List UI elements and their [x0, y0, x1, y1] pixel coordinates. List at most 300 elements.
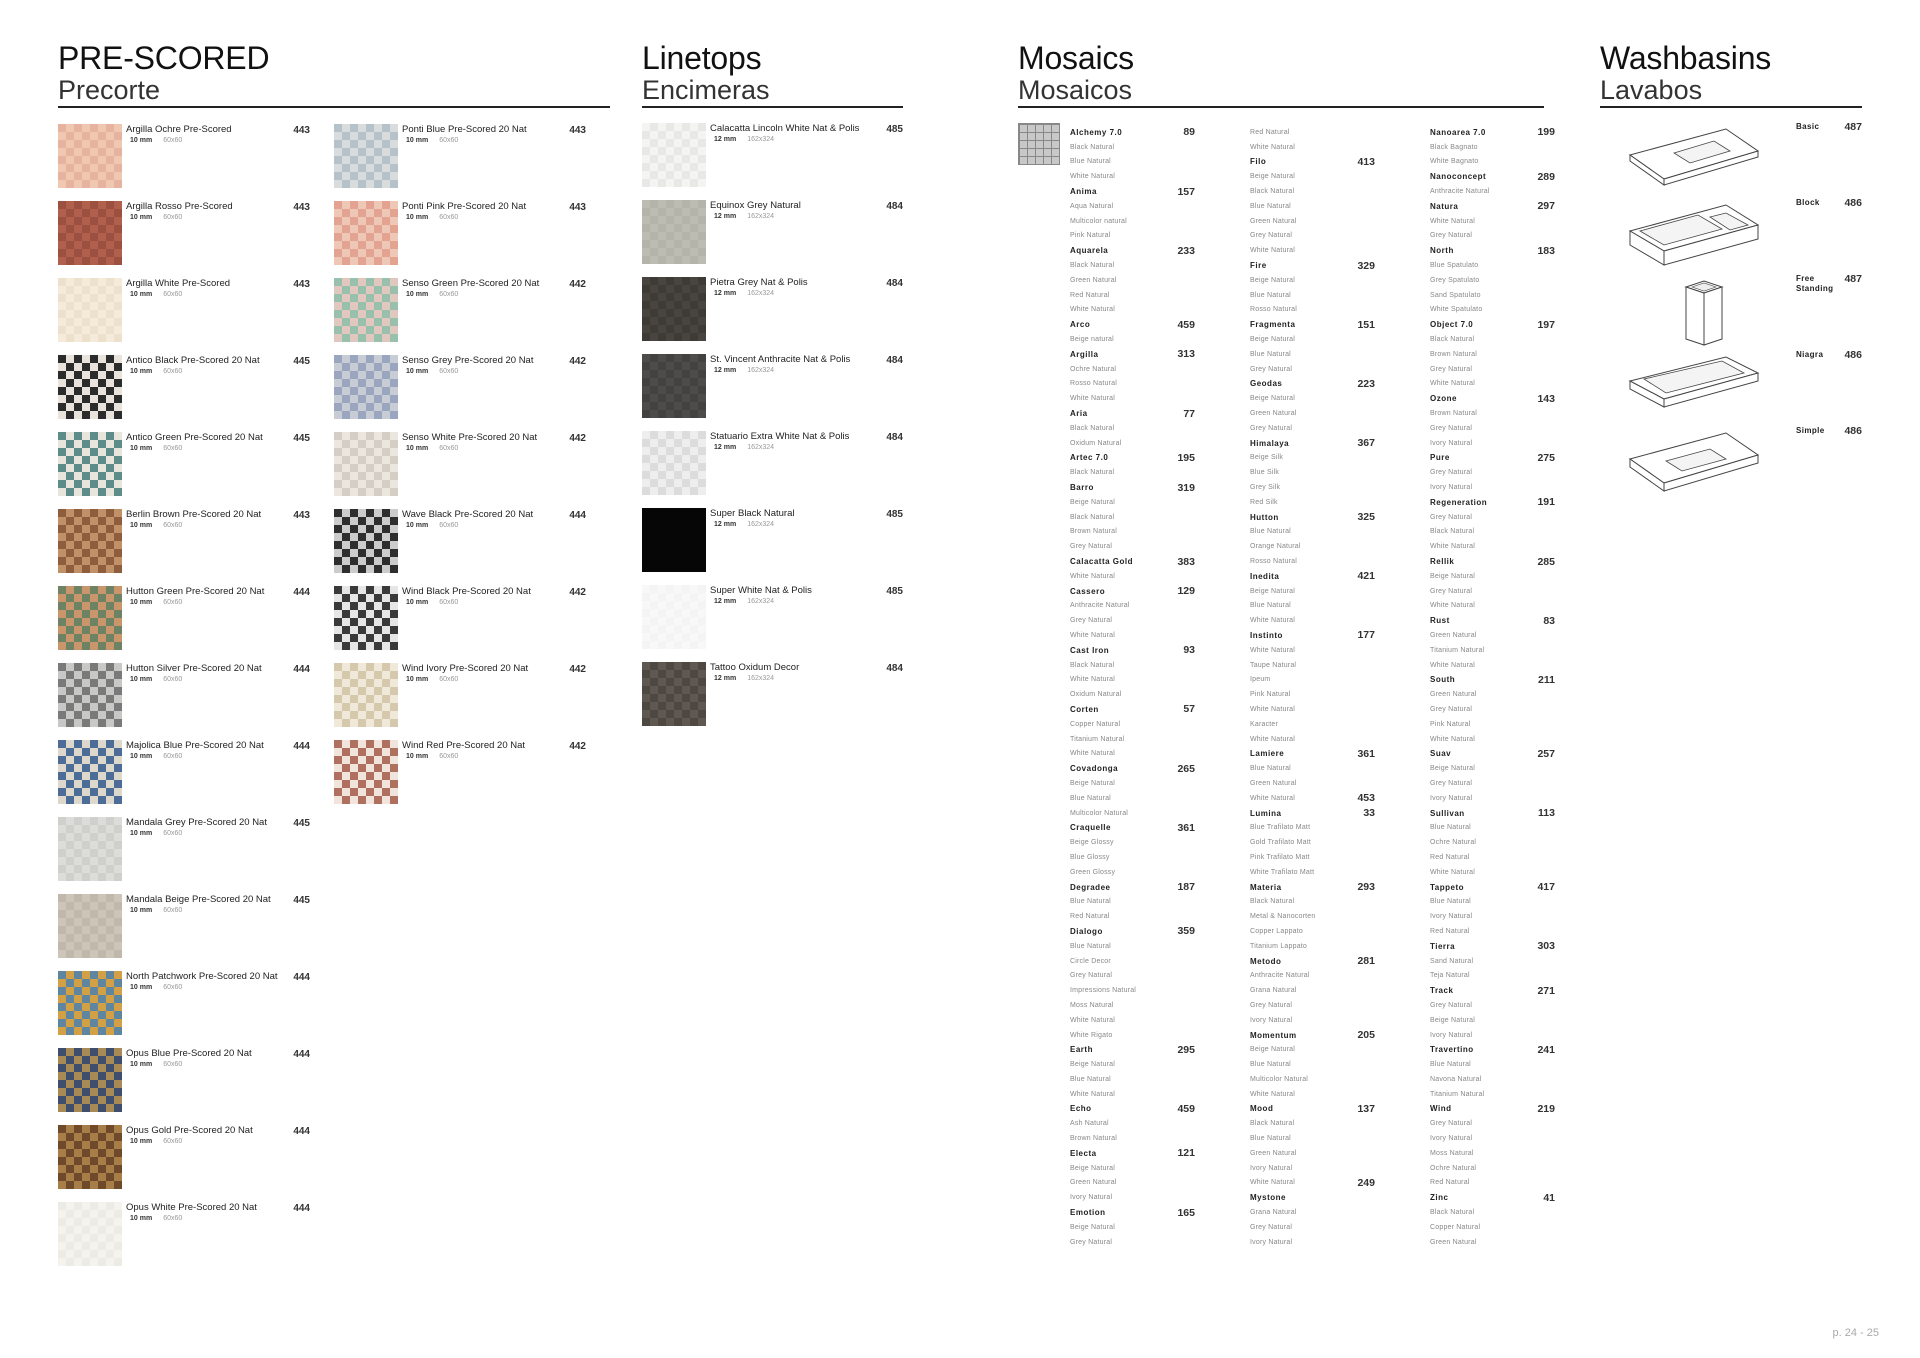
washbasin-item[interactable] [1600, 123, 1862, 199]
mosaic-variant[interactable] [1250, 1013, 1375, 1028]
mosaic-variant[interactable] [1070, 954, 1195, 969]
mosaic-variant[interactable] [1250, 125, 1375, 140]
mosaic-series[interactable] [1250, 377, 1375, 392]
mosaic-variant[interactable] [1070, 1013, 1195, 1028]
tile-thumbnail[interactable] [58, 432, 122, 496]
product-item[interactable] [58, 817, 322, 893]
mosaic-variant[interactable] [1250, 968, 1375, 983]
mosaic-variant[interactable] [1430, 525, 1555, 540]
washbasin-drawing[interactable] [1626, 279, 1766, 354]
mosaic-variant[interactable] [1070, 303, 1195, 318]
mosaic-variant[interactable] [1070, 791, 1195, 806]
mosaic-variant[interactable] [1250, 924, 1375, 939]
mosaic-variant[interactable] [1070, 495, 1195, 510]
mosaic-variant[interactable] [1070, 894, 1195, 909]
product-item[interactable] [334, 201, 598, 277]
mosaic-series[interactable] [1070, 1042, 1195, 1057]
product-item[interactable] [334, 278, 598, 354]
mosaic-variant[interactable] [1250, 1220, 1375, 1235]
mosaic-series[interactable] [1430, 199, 1555, 214]
mosaic-variant[interactable] [1070, 865, 1195, 880]
mosaic-variant[interactable] [1250, 761, 1375, 776]
product-item[interactable] [334, 432, 598, 508]
product-item[interactable] [334, 663, 598, 739]
mosaic-variant[interactable] [1070, 1235, 1195, 1250]
mosaic-variant[interactable] [1070, 658, 1195, 673]
mosaic-series[interactable] [1250, 806, 1375, 821]
mosaic-variant[interactable] [1250, 140, 1375, 155]
product-item[interactable] [58, 663, 322, 739]
mosaic-series[interactable] [1250, 510, 1375, 525]
mosaic-variant[interactable] [1250, 584, 1375, 599]
mosaic-variant[interactable] [1430, 1176, 1555, 1191]
mosaic-variant[interactable] [1430, 347, 1555, 362]
mosaic-variant[interactable] [1250, 229, 1375, 244]
tile-thumbnail[interactable] [58, 355, 122, 419]
mosaic-series[interactable] [1430, 1042, 1555, 1057]
mosaic-variant[interactable] [1250, 1161, 1375, 1176]
product-item[interactable] [58, 740, 322, 816]
mosaic-variant[interactable] [1070, 229, 1195, 244]
mosaic-variant[interactable] [1070, 1161, 1195, 1176]
tile-thumbnail[interactable] [642, 508, 706, 572]
mosaic-variant[interactable] [1430, 687, 1555, 702]
mosaic-variant[interactable] [1250, 480, 1375, 495]
mosaic-variant[interactable] [1430, 1028, 1555, 1043]
mosaic-variant[interactable] [1250, 406, 1375, 421]
mosaic-variant[interactable] [1070, 628, 1195, 643]
mosaic-variant[interactable] [1250, 199, 1375, 214]
mosaic-variant[interactable] [1070, 391, 1195, 406]
product-item[interactable] [642, 585, 903, 661]
mosaic-variant[interactable] [1250, 347, 1375, 362]
mosaic-variant[interactable] [1250, 909, 1375, 924]
washbasin-item[interactable] [1600, 351, 1862, 427]
product-item[interactable] [58, 1202, 322, 1278]
mosaic-variant[interactable] [1430, 732, 1555, 747]
mosaic-variant[interactable] [1070, 1131, 1195, 1146]
product-item[interactable] [58, 1048, 322, 1124]
mosaic-series[interactable] [1430, 1190, 1555, 1205]
mosaic-variant[interactable] [1430, 436, 1555, 451]
mosaic-series[interactable] [1070, 317, 1195, 332]
mosaic-variant[interactable] [1070, 273, 1195, 288]
mosaic-variant[interactable] [1250, 554, 1375, 569]
mosaic-variant[interactable] [1250, 288, 1375, 303]
tile-thumbnail[interactable] [642, 200, 706, 264]
mosaic-series[interactable] [1070, 820, 1195, 835]
tile-thumbnail[interactable] [642, 354, 706, 418]
mosaic-variant[interactable] [1430, 776, 1555, 791]
product-item[interactable] [58, 201, 322, 277]
mosaic-variant[interactable] [1430, 761, 1555, 776]
mosaic-variant[interactable] [1250, 687, 1375, 702]
tile-thumbnail[interactable] [334, 124, 398, 188]
mosaic-variant[interactable] [1070, 717, 1195, 732]
mosaic-series[interactable] [1250, 880, 1375, 895]
mosaic-variant[interactable] [1070, 806, 1195, 821]
mosaic-variant[interactable] [1430, 850, 1555, 865]
mosaic-variant[interactable] [1250, 1205, 1375, 1220]
product-item[interactable] [58, 124, 322, 200]
mosaic-variant[interactable] [1250, 1072, 1375, 1087]
mosaic-series[interactable] [1430, 495, 1555, 510]
washbasin-item[interactable] [1600, 199, 1862, 275]
mosaic-variant[interactable] [1070, 510, 1195, 525]
mosaic-variant[interactable] [1430, 1146, 1555, 1161]
mosaic-variant[interactable] [1430, 258, 1555, 273]
mosaic-variant[interactable] [1070, 835, 1195, 850]
mosaic-variant[interactable] [1250, 865, 1375, 880]
mosaic-variant[interactable] [1430, 569, 1555, 584]
mosaic-series[interactable] [1250, 569, 1375, 584]
mosaic-variant[interactable] [1430, 658, 1555, 673]
mosaic-variant[interactable] [1250, 1176, 1375, 1191]
mosaic-variant[interactable] [1430, 377, 1555, 392]
mosaic-variant[interactable] [1070, 998, 1195, 1013]
mosaic-series[interactable] [1250, 628, 1375, 643]
mosaic-variant[interactable] [1250, 1042, 1375, 1057]
tile-thumbnail[interactable] [334, 201, 398, 265]
mosaic-variant[interactable] [1250, 983, 1375, 998]
mosaic-variant[interactable] [1070, 968, 1195, 983]
washbasin-drawing[interactable] [1626, 431, 1766, 506]
mosaic-series[interactable] [1430, 1102, 1555, 1117]
product-item[interactable] [58, 894, 322, 970]
mosaic-variant[interactable] [1070, 732, 1195, 747]
mosaic-variant[interactable] [1070, 850, 1195, 865]
mosaic-variant[interactable] [1070, 983, 1195, 998]
mosaic-variant[interactable] [1430, 155, 1555, 170]
mosaic-series[interactable] [1070, 924, 1195, 939]
product-item[interactable] [334, 740, 598, 816]
washbasin-drawing[interactable] [1626, 127, 1766, 202]
mosaic-series[interactable] [1250, 155, 1375, 170]
mosaic-variant[interactable] [1430, 909, 1555, 924]
mosaic-variant[interactable] [1070, 362, 1195, 377]
mosaic-series[interactable] [1250, 746, 1375, 761]
product-item[interactable] [642, 354, 903, 430]
tile-thumbnail[interactable] [642, 431, 706, 495]
mosaic-variant[interactable] [1070, 687, 1195, 702]
tile-thumbnail[interactable] [58, 509, 122, 573]
mosaic-series[interactable] [1250, 1190, 1375, 1205]
product-item[interactable] [58, 432, 322, 508]
tile-thumbnail[interactable] [58, 278, 122, 342]
mosaic-variant[interactable] [1430, 1057, 1555, 1072]
mosaic-series[interactable] [1250, 1102, 1375, 1117]
mosaic-variant[interactable] [1430, 835, 1555, 850]
mosaic-variant[interactable] [1250, 776, 1375, 791]
mosaic-variant[interactable] [1070, 599, 1195, 614]
mosaic-variant[interactable] [1070, 155, 1195, 170]
mosaic-variant[interactable] [1430, 184, 1555, 199]
mosaic-variant[interactable] [1250, 835, 1375, 850]
mosaic-variant[interactable] [1070, 436, 1195, 451]
mosaic-series[interactable] [1070, 702, 1195, 717]
mosaic-series[interactable] [1430, 169, 1555, 184]
washbasin-drawing[interactable] [1626, 203, 1766, 278]
mosaic-variant[interactable] [1430, 1235, 1555, 1250]
mosaic-variant[interactable] [1250, 391, 1375, 406]
mosaic-series[interactable] [1430, 806, 1555, 821]
mosaic-variant[interactable] [1250, 169, 1375, 184]
mosaic-variant[interactable] [1430, 1072, 1555, 1087]
mosaic-variant[interactable] [1430, 421, 1555, 436]
tile-thumbnail[interactable] [642, 123, 706, 187]
product-item[interactable] [58, 586, 322, 662]
mosaic-variant[interactable] [1430, 362, 1555, 377]
mosaic-series[interactable] [1070, 243, 1195, 258]
mosaic-variant[interactable] [1250, 702, 1375, 717]
mosaic-variant[interactable] [1430, 332, 1555, 347]
mosaic-variant[interactable] [1430, 628, 1555, 643]
mosaic-series[interactable] [1070, 761, 1195, 776]
mosaic-variant[interactable] [1430, 865, 1555, 880]
mosaic-variant[interactable] [1430, 584, 1555, 599]
mosaic-series[interactable] [1250, 1028, 1375, 1043]
mosaic-variant[interactable] [1250, 1087, 1375, 1102]
mosaic-series[interactable] [1070, 125, 1195, 140]
mosaic-variant[interactable] [1250, 732, 1375, 747]
mosaic-variant[interactable] [1070, 1072, 1195, 1087]
tile-thumbnail[interactable] [334, 509, 398, 573]
mosaic-variant[interactable] [1250, 894, 1375, 909]
mosaic-series[interactable] [1250, 954, 1375, 969]
mosaic-series[interactable] [1430, 451, 1555, 466]
mosaic-variant[interactable] [1430, 924, 1555, 939]
mosaic-variant[interactable] [1070, 672, 1195, 687]
mosaic-variant[interactable] [1430, 214, 1555, 229]
mosaic-series[interactable] [1430, 746, 1555, 761]
mosaic-series[interactable] [1430, 939, 1555, 954]
mosaic-variant[interactable] [1070, 1028, 1195, 1043]
mosaic-variant[interactable] [1430, 1131, 1555, 1146]
mosaic-variant[interactable] [1070, 1190, 1195, 1205]
mosaic-variant[interactable] [1070, 169, 1195, 184]
mosaic-variant[interactable] [1250, 495, 1375, 510]
product-item[interactable] [334, 586, 598, 662]
mosaic-variant[interactable] [1430, 288, 1555, 303]
mosaic-variant[interactable] [1070, 525, 1195, 540]
mosaic-variant[interactable] [1070, 1176, 1195, 1191]
mosaic-variant[interactable] [1070, 288, 1195, 303]
mosaic-series[interactable] [1430, 613, 1555, 628]
mosaic-series[interactable] [1430, 880, 1555, 895]
mosaic-series[interactable] [1430, 317, 1555, 332]
mosaic-variant[interactable] [1070, 421, 1195, 436]
mosaic-series[interactable] [1070, 451, 1195, 466]
tile-thumbnail[interactable] [58, 1125, 122, 1189]
product-item[interactable] [642, 508, 903, 584]
product-item[interactable] [58, 355, 322, 431]
tile-thumbnail[interactable] [58, 1048, 122, 1112]
mosaic-series[interactable] [1250, 317, 1375, 332]
washbasin-drawing[interactable] [1626, 355, 1766, 430]
mosaic-variant[interactable] [1250, 1131, 1375, 1146]
mosaic-variant[interactable] [1430, 1116, 1555, 1131]
tile-thumbnail[interactable] [58, 740, 122, 804]
mosaic-variant[interactable] [1430, 820, 1555, 835]
mosaic-variant[interactable] [1430, 539, 1555, 554]
mosaic-variant[interactable] [1250, 643, 1375, 658]
mosaic-variant[interactable] [1250, 939, 1375, 954]
mosaic-variant[interactable] [1070, 377, 1195, 392]
mosaic-variant[interactable] [1430, 1013, 1555, 1028]
product-item[interactable] [642, 200, 903, 276]
mosaic-variant[interactable] [1070, 1220, 1195, 1235]
tile-thumbnail[interactable] [58, 663, 122, 727]
mosaic-variant[interactable] [1250, 672, 1375, 687]
mosaic-variant[interactable] [1070, 140, 1195, 155]
tile-thumbnail[interactable] [334, 740, 398, 804]
product-item[interactable] [334, 355, 598, 431]
product-item[interactable] [642, 277, 903, 353]
mosaic-variant[interactable] [1070, 332, 1195, 347]
tile-thumbnail[interactable] [334, 278, 398, 342]
mosaic-variant[interactable] [1430, 273, 1555, 288]
mosaic-variant[interactable] [1070, 1087, 1195, 1102]
mosaic-variant[interactable] [1430, 894, 1555, 909]
mosaic-variant[interactable] [1250, 465, 1375, 480]
mosaic-variant[interactable] [1430, 954, 1555, 969]
mosaic-series[interactable] [1070, 1205, 1195, 1220]
mosaic-variant[interactable] [1430, 406, 1555, 421]
mosaic-variant[interactable] [1250, 1146, 1375, 1161]
mosaic-variant[interactable] [1250, 599, 1375, 614]
product-item[interactable] [642, 431, 903, 507]
mosaic-variant[interactable] [1250, 362, 1375, 377]
mosaic-variant[interactable] [1430, 229, 1555, 244]
mosaic-series[interactable] [1070, 880, 1195, 895]
tile-thumbnail[interactable] [642, 585, 706, 649]
mosaic-variant[interactable] [1250, 998, 1375, 1013]
mosaic-variant[interactable] [1250, 791, 1375, 806]
mosaic-variant[interactable] [1250, 273, 1375, 288]
mosaic-variant[interactable] [1430, 510, 1555, 525]
mosaic-series[interactable] [1430, 125, 1555, 140]
mosaic-variant[interactable] [1430, 791, 1555, 806]
product-item[interactable] [58, 278, 322, 354]
mosaic-variant[interactable] [1250, 184, 1375, 199]
mosaic-variant[interactable] [1430, 599, 1555, 614]
tile-thumbnail[interactable] [58, 201, 122, 265]
mosaic-variant[interactable] [1070, 746, 1195, 761]
mosaic-variant[interactable] [1430, 717, 1555, 732]
mosaic-variant[interactable] [1430, 968, 1555, 983]
tile-thumbnail[interactable] [334, 663, 398, 727]
mosaic-variant[interactable] [1430, 480, 1555, 495]
mosaic-variant[interactable] [1070, 776, 1195, 791]
mosaic-variant[interactable] [1430, 465, 1555, 480]
mosaic-variant[interactable] [1430, 1161, 1555, 1176]
mosaic-series[interactable] [1430, 983, 1555, 998]
tile-thumbnail[interactable] [642, 277, 706, 341]
mosaic-series[interactable] [1070, 554, 1195, 569]
mosaic-variant[interactable] [1070, 199, 1195, 214]
mosaic-variant[interactable] [1250, 303, 1375, 318]
mosaic-variant[interactable] [1250, 451, 1375, 466]
mosaic-variant[interactable] [1250, 525, 1375, 540]
mosaic-variant[interactable] [1430, 1220, 1555, 1235]
product-item[interactable] [58, 1125, 322, 1201]
product-item[interactable] [642, 123, 903, 199]
mosaic-variant[interactable] [1250, 1057, 1375, 1072]
tile-thumbnail[interactable] [334, 355, 398, 419]
mosaic-variant[interactable] [1250, 850, 1375, 865]
mosaic-series[interactable] [1070, 584, 1195, 599]
mosaic-variant[interactable] [1250, 421, 1375, 436]
mosaic-variant[interactable] [1430, 702, 1555, 717]
mosaic-variant[interactable] [1070, 939, 1195, 954]
mosaic-variant[interactable] [1250, 1116, 1375, 1131]
mosaic-variant[interactable] [1250, 332, 1375, 347]
mosaic-variant[interactable] [1250, 613, 1375, 628]
mosaic-series[interactable] [1250, 436, 1375, 451]
tile-thumbnail[interactable] [58, 124, 122, 188]
mosaic-variant[interactable] [1070, 258, 1195, 273]
mosaic-variant[interactable] [1250, 1235, 1375, 1250]
tile-thumbnail[interactable] [58, 817, 122, 881]
product-item[interactable] [334, 124, 598, 200]
tile-thumbnail[interactable] [58, 586, 122, 650]
mosaic-variant[interactable] [1430, 140, 1555, 155]
tile-thumbnail[interactable] [58, 894, 122, 958]
washbasin-item[interactable] [1600, 275, 1862, 351]
tile-thumbnail[interactable] [58, 1202, 122, 1266]
mosaic-variant[interactable] [1250, 243, 1375, 258]
mosaic-series[interactable] [1070, 406, 1195, 421]
mosaic-variant[interactable] [1070, 569, 1195, 584]
mosaic-variant[interactable] [1430, 643, 1555, 658]
product-item[interactable] [334, 509, 598, 585]
washbasin-item[interactable] [1600, 427, 1862, 503]
mosaic-variant[interactable] [1070, 613, 1195, 628]
tile-thumbnail[interactable] [58, 971, 122, 1035]
mosaic-variant[interactable] [1430, 1205, 1555, 1220]
tile-thumbnail[interactable] [334, 432, 398, 496]
mosaic-series[interactable] [1070, 643, 1195, 658]
mosaic-variant[interactable] [1070, 539, 1195, 554]
mosaic-series[interactable] [1430, 243, 1555, 258]
mosaic-variant[interactable] [1250, 658, 1375, 673]
mosaic-variant[interactable] [1070, 1057, 1195, 1072]
mosaic-variant[interactable] [1070, 465, 1195, 480]
mosaic-series[interactable] [1250, 258, 1375, 273]
mosaic-variant[interactable] [1250, 717, 1375, 732]
product-item[interactable] [642, 662, 903, 738]
mosaic-series[interactable] [1430, 391, 1555, 406]
product-item[interactable] [58, 971, 322, 1047]
mosaic-variant[interactable] [1250, 214, 1375, 229]
tile-thumbnail[interactable] [334, 586, 398, 650]
mosaic-series[interactable] [1070, 1146, 1195, 1161]
mosaic-series[interactable] [1070, 347, 1195, 362]
mosaic-variant[interactable] [1250, 539, 1375, 554]
product-item[interactable] [58, 509, 322, 585]
mosaic-series[interactable] [1070, 1102, 1195, 1117]
tile-thumbnail[interactable] [642, 662, 706, 726]
mosaic-series[interactable] [1070, 480, 1195, 495]
mosaic-series[interactable] [1070, 184, 1195, 199]
mosaic-variant[interactable] [1070, 909, 1195, 924]
mosaic-variant[interactable] [1070, 214, 1195, 229]
mosaic-variant[interactable] [1430, 1087, 1555, 1102]
mosaic-variant[interactable] [1070, 1116, 1195, 1131]
mosaic-series[interactable] [1430, 672, 1555, 687]
mosaic-variant[interactable] [1250, 820, 1375, 835]
mosaic-variant[interactable] [1430, 303, 1555, 318]
